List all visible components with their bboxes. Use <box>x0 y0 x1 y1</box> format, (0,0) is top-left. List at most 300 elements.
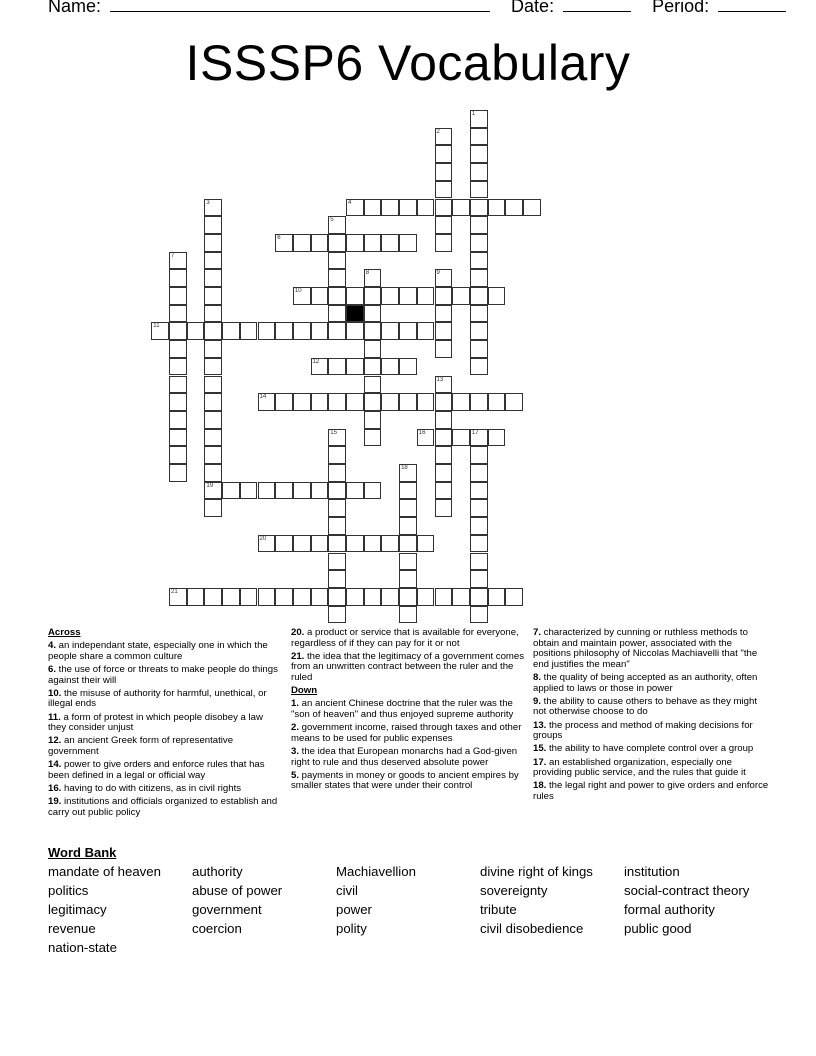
clue-number: 6. <box>48 663 59 675</box>
clue-text: the idea that the legitimacy of a government comes from an unwritten contract between the ruler and the ruled <box>291 650 525 683</box>
grid-cell[interactable] <box>417 322 435 340</box>
word-bank-item: power <box>336 902 372 917</box>
clue-number: 15 <box>330 429 337 436</box>
grid-cell[interactable] <box>328 553 346 571</box>
grid-cell[interactable] <box>204 234 222 252</box>
word-bank-column <box>336 862 416 938</box>
clue-number: 12 <box>312 358 320 365</box>
grid-cell[interactable] <box>417 588 435 606</box>
word-bank-item: social-contract theory <box>624 883 750 898</box>
grid-cell[interactable] <box>222 588 240 606</box>
clue <box>533 721 769 742</box>
clue-text: the legal right and power to give orders and enforce rules <box>533 780 769 802</box>
clue-text: the use of force or threats to make people do things against their will <box>48 663 278 686</box>
grid-cell[interactable] <box>470 517 488 535</box>
clue-text: a product or service that is available for everyone, regardless of if they can pay for it or not <box>291 627 519 649</box>
grid-cell[interactable] <box>293 322 311 340</box>
word-bank-column <box>480 862 593 938</box>
clue-number: 15. <box>533 743 550 755</box>
grid-cell[interactable] <box>275 234 293 252</box>
grid-cell[interactable] <box>381 358 399 376</box>
clue-number: 19 <box>206 482 214 489</box>
grid-cell[interactable] <box>204 376 222 394</box>
grid-cell[interactable] <box>311 322 329 340</box>
grid-cell[interactable] <box>328 252 346 270</box>
grid-cell[interactable] <box>346 535 364 553</box>
grid-cell[interactable] <box>470 535 488 553</box>
grid-cell[interactable] <box>240 322 258 340</box>
clue <box>291 771 531 792</box>
clue <box>291 747 531 768</box>
clue-number: 17. <box>533 756 550 768</box>
clue <box>48 797 280 818</box>
grid-cell[interactable] <box>169 446 187 464</box>
grid-cell[interactable] <box>399 234 417 252</box>
grid-cell[interactable] <box>346 287 364 305</box>
grid-cell[interactable] <box>169 252 187 270</box>
grid-cell[interactable] <box>364 393 382 411</box>
grid-cell[interactable] <box>470 234 488 252</box>
grid-cell[interactable] <box>505 199 523 217</box>
grid-cell[interactable] <box>505 393 523 411</box>
grid-cell[interactable] <box>293 287 311 305</box>
clue-number: 18 <box>401 465 408 471</box>
clue-number: 18. <box>533 780 550 792</box>
grid-cell[interactable] <box>364 269 382 287</box>
grid-cell[interactable] <box>470 446 488 464</box>
clue-number: 12. <box>48 735 65 747</box>
grid-cell[interactable] <box>204 393 222 411</box>
word-bank-item: authority <box>192 864 243 879</box>
grid-cell[interactable] <box>399 287 417 305</box>
grid-cell[interactable] <box>204 411 222 429</box>
grid-cell[interactable] <box>364 535 382 553</box>
grid-cell[interactable] <box>435 411 453 429</box>
clues-col-2 <box>291 628 531 794</box>
clue-text: the process and method of making decisions for groups <box>533 719 753 742</box>
grid-cell[interactable] <box>311 588 329 606</box>
grid-cell[interactable] <box>293 482 311 500</box>
grid-cell[interactable] <box>452 287 470 305</box>
clue-number: 19. <box>48 796 65 808</box>
grid-cell[interactable] <box>399 499 417 517</box>
clues-col-1 <box>48 628 280 821</box>
grid-cell[interactable] <box>311 535 329 553</box>
grid-cell[interactable] <box>328 322 346 340</box>
grid-cell[interactable] <box>328 535 346 553</box>
clue-text: the idea that European monarchs had a God-given right to rule and thus deserved absolute power <box>291 745 518 768</box>
grid-cell[interactable] <box>169 269 187 287</box>
grid-cell[interactable] <box>204 464 222 482</box>
grid-cell[interactable] <box>346 322 364 340</box>
clue-number: 4. <box>48 640 59 652</box>
grid-cell[interactable] <box>470 145 488 163</box>
grid-cell[interactable] <box>169 305 187 323</box>
grid-cell[interactable] <box>417 287 435 305</box>
grid-cell[interactable] <box>470 252 488 270</box>
grid-cell[interactable] <box>470 429 488 447</box>
grid-cell[interactable] <box>435 269 453 287</box>
grid-cell[interactable] <box>328 482 346 500</box>
grid-cell[interactable] <box>275 535 293 553</box>
grid-cell[interactable] <box>328 216 346 234</box>
grid-cell[interactable] <box>364 411 382 429</box>
clue-number: 10. <box>48 687 65 699</box>
grid-cell[interactable] <box>187 588 205 606</box>
grid-cell[interactable] <box>381 234 399 252</box>
grid-cell[interactable] <box>204 269 222 287</box>
clue <box>533 673 769 694</box>
grid-cell[interactable] <box>435 181 453 199</box>
grid-cell[interactable] <box>399 535 417 553</box>
grid-cell[interactable] <box>240 482 258 500</box>
grid-cell[interactable] <box>328 570 346 588</box>
grid-cell[interactable] <box>169 376 187 394</box>
grid-cell[interactable] <box>435 216 453 234</box>
grid-cell[interactable] <box>399 570 417 588</box>
grid-cell[interactable] <box>311 358 329 376</box>
clue-text: a form of protest in which people disobey a law they consider unjust <box>48 711 263 734</box>
word-bank-item: formal authority <box>624 902 715 917</box>
grid-cell[interactable] <box>328 429 346 447</box>
grid-cell[interactable] <box>328 269 346 287</box>
grid-cell[interactable] <box>488 588 506 606</box>
grid-cell[interactable] <box>364 340 382 358</box>
clue-text: an independant state, especially one in which the people share a common culture <box>48 640 268 662</box>
clue-number: 13. <box>533 719 550 731</box>
clue <box>48 784 280 795</box>
grid-cell[interactable] <box>275 393 293 411</box>
grid-cell[interactable] <box>381 287 399 305</box>
grid-cell[interactable] <box>328 358 346 376</box>
grid-cell[interactable] <box>204 482 222 500</box>
grid-cell[interactable] <box>435 128 453 146</box>
clue-number: 16 <box>418 429 426 436</box>
grid-cell[interactable] <box>435 464 453 482</box>
name-label: Name: <box>48 0 102 16</box>
grid-cell[interactable] <box>435 145 453 163</box>
grid-cell[interactable] <box>151 322 169 340</box>
clue-number: 1. <box>291 698 302 710</box>
grid-cell[interactable] <box>452 199 470 217</box>
grid-cell[interactable] <box>328 305 346 323</box>
word-bank-item: government <box>192 902 262 917</box>
grid-cell[interactable] <box>399 199 417 217</box>
clue-number: 14 <box>259 394 267 401</box>
grid-cell[interactable] <box>488 287 506 305</box>
grid-cell[interactable] <box>452 588 470 606</box>
clue <box>533 758 769 779</box>
clue-number: 21 <box>171 588 178 595</box>
grid-cell[interactable] <box>169 287 187 305</box>
grid-cell[interactable] <box>258 588 276 606</box>
grid-cell[interactable] <box>204 358 222 376</box>
grid-cell[interactable] <box>169 429 187 447</box>
grid-cell[interactable] <box>435 287 453 305</box>
grid-cell[interactable] <box>328 606 346 624</box>
grid-cell[interactable] <box>417 199 435 217</box>
grid-cell[interactable] <box>417 535 435 553</box>
grid-cell[interactable] <box>204 199 222 217</box>
clue-number: 14. <box>48 759 65 771</box>
grid-cell[interactable] <box>470 570 488 588</box>
grid-cell[interactable] <box>311 482 329 500</box>
clue-text: payments in money or goods to ancient empires by smaller states that were under their control <box>291 769 519 792</box>
across-heading: Across <box>48 627 81 638</box>
grid-cell[interactable] <box>435 429 453 447</box>
word-bank-title: Word Bank <box>48 845 117 860</box>
grid-cell[interactable] <box>470 393 488 411</box>
grid-cell[interactable] <box>399 322 417 340</box>
grid-cell[interactable] <box>364 376 382 394</box>
grid-cell[interactable] <box>204 588 222 606</box>
grid-cell[interactable] <box>399 606 417 624</box>
clue-number: 21. <box>291 650 308 662</box>
page-title: ISSSP6 Vocabulary <box>185 35 631 91</box>
grid-cell[interactable] <box>435 376 453 394</box>
grid-cell[interactable] <box>204 446 222 464</box>
clue-text: power to give orders and enforce rules that has been defined in a legal or official way <box>48 759 265 781</box>
grid-cell[interactable] <box>399 517 417 535</box>
clue <box>48 736 280 757</box>
grid-cell[interactable] <box>328 446 346 464</box>
grid-cell[interactable] <box>346 588 364 606</box>
grid-cell[interactable] <box>328 588 346 606</box>
clue-text: government income, raised through taxes and other means to be used for public expenses <box>291 722 522 744</box>
grid-cell[interactable] <box>488 199 506 217</box>
grid-cell[interactable] <box>523 199 541 217</box>
grid-cell[interactable] <box>204 340 222 358</box>
grid-cell[interactable] <box>293 535 311 553</box>
grid-cell[interactable] <box>435 588 453 606</box>
grid-cell[interactable] <box>328 464 346 482</box>
grid-cell[interactable] <box>435 393 453 411</box>
grid-cell[interactable] <box>204 287 222 305</box>
grid-cell[interactable] <box>381 535 399 553</box>
grid-cell[interactable] <box>435 482 453 500</box>
grid-cell[interactable] <box>204 322 222 340</box>
grid-cell[interactable] <box>364 305 382 323</box>
grid-cell[interactable] <box>505 588 523 606</box>
word-bank-item: politics <box>48 883 89 898</box>
grid-cell[interactable] <box>364 199 382 217</box>
grid-cell[interactable] <box>169 358 187 376</box>
grid-cell[interactable] <box>364 588 382 606</box>
grid-cell[interactable] <box>470 553 488 571</box>
clue-text: an ancient Chinese doctrine that the ruler was the "son of heaven" and thus enjoyed supreme authority <box>291 698 514 720</box>
grid-cell[interactable] <box>275 482 293 500</box>
grid-cell[interactable] <box>169 588 187 606</box>
word-bank-item: coercion <box>192 921 242 936</box>
grid-cell[interactable] <box>275 588 293 606</box>
clue-text: the quality of being accepted as an authority, often applied to laws or those in power <box>533 671 758 694</box>
grid-cell[interactable] <box>328 517 346 535</box>
grid-cell[interactable] <box>258 482 276 500</box>
clue <box>533 697 769 718</box>
grid-cell[interactable] <box>470 110 488 128</box>
grid-cell[interactable] <box>470 322 488 340</box>
grid-cell[interactable] <box>240 588 258 606</box>
grid-cell[interactable] <box>204 252 222 270</box>
grid-cell[interactable] <box>381 393 399 411</box>
word-bank-column <box>192 862 282 938</box>
grid-cell[interactable] <box>258 322 276 340</box>
clue-number: 9. <box>533 695 544 707</box>
grid-cell[interactable] <box>417 393 435 411</box>
grid-cell[interactable] <box>346 199 364 217</box>
grid-cell[interactable] <box>470 499 488 517</box>
grid-cell[interactable] <box>470 199 488 217</box>
grid-cell[interactable] <box>364 429 382 447</box>
grid-cell[interactable] <box>328 499 346 517</box>
grid-cell[interactable] <box>470 305 488 323</box>
clue-number: 7 <box>171 252 175 259</box>
grid-cell[interactable] <box>488 393 506 411</box>
grid-cell[interactable] <box>204 499 222 517</box>
grid-cell[interactable] <box>488 429 506 447</box>
grid-cell[interactable] <box>399 393 417 411</box>
grid-cell[interactable] <box>364 358 382 376</box>
grid-cell[interactable] <box>169 411 187 429</box>
grid-cell[interactable] <box>169 322 187 340</box>
grid-cell[interactable] <box>364 482 382 500</box>
grid-cell[interactable] <box>364 234 382 252</box>
word-bank-item: divine right of kings <box>480 864 593 879</box>
clue <box>291 652 531 684</box>
clue <box>48 641 280 662</box>
grid-cell[interactable] <box>435 340 453 358</box>
grid-cell[interactable] <box>311 393 329 411</box>
clue-text: an established organization, especially one providing public service, and the rules that guide it <box>533 756 746 779</box>
grid-cell[interactable] <box>204 305 222 323</box>
grid-cell[interactable] <box>470 128 488 146</box>
grid-cell[interactable] <box>311 234 329 252</box>
word-bank-item: institution <box>624 864 680 879</box>
grid-cell[interactable] <box>399 464 417 482</box>
grid-cell[interactable] <box>435 446 453 464</box>
grid-cell[interactable] <box>417 429 435 447</box>
grid-cell[interactable] <box>275 322 293 340</box>
grid-cell[interactable] <box>222 482 240 500</box>
clue-number: 3 <box>206 199 210 206</box>
grid-cell[interactable] <box>346 358 364 376</box>
grid-cell[interactable] <box>204 216 222 234</box>
grid-cell[interactable] <box>470 482 488 500</box>
grid-cell[interactable] <box>381 199 399 217</box>
word-bank-item: polity <box>336 921 367 936</box>
grid-cell[interactable] <box>470 340 488 358</box>
grid-cell[interactable] <box>435 305 453 323</box>
word-bank-item: tribute <box>480 902 517 917</box>
grid-cell[interactable] <box>328 287 346 305</box>
period-label: Period: <box>652 0 710 16</box>
grid-cell[interactable] <box>381 322 399 340</box>
grid-cell[interactable] <box>311 287 329 305</box>
clue-number: 8. <box>533 671 544 683</box>
grid-cell[interactable] <box>258 535 276 553</box>
word-bank-column <box>48 862 161 957</box>
clue-text: an ancient Greek form of representative government <box>48 735 234 757</box>
clue-text: the misuse of authority for harmful, unethical, or illegal ends <box>48 687 267 710</box>
grid-cell[interactable] <box>470 464 488 482</box>
grid-cell[interactable] <box>435 499 453 517</box>
clue-text: characterized by cunning or ruthless methods to obtain and maintain power, associated with the positions philosophy of Niccolas Machiavelli that "the end justifies the mean" <box>533 627 758 670</box>
grid-cell[interactable] <box>435 199 453 217</box>
date-label: Date: <box>511 0 555 16</box>
clue-number: 5. <box>291 769 302 781</box>
clue-number: 2 <box>436 128 440 135</box>
word-bank-item: civil <box>336 883 358 898</box>
grid-cell[interactable] <box>346 482 364 500</box>
grid-cell[interactable] <box>470 606 488 624</box>
grid-cell[interactable] <box>169 464 187 482</box>
grid-cell[interactable] <box>399 358 417 376</box>
clue-number: 3. <box>291 745 302 757</box>
grid-cell[interactable] <box>452 429 470 447</box>
clues-col-3 <box>533 628 769 805</box>
grid-cell[interactable] <box>293 588 311 606</box>
grid-cell[interactable] <box>169 340 187 358</box>
grid-cell[interactable] <box>399 588 417 606</box>
grid-cell[interactable] <box>187 322 205 340</box>
clue-number: 16. <box>48 782 65 794</box>
clue-number: 11 <box>153 323 160 330</box>
word-bank-item: civil disobedience <box>480 921 584 936</box>
grid-cell[interactable] <box>399 482 417 500</box>
clue-number: 2. <box>291 722 302 734</box>
grid-cell[interactable] <box>470 181 488 199</box>
grid-cell[interactable] <box>258 393 276 411</box>
grid-cell[interactable] <box>222 322 240 340</box>
grid-cell[interactable] <box>328 234 346 252</box>
grid-cell[interactable] <box>435 322 453 340</box>
grid-cell[interactable] <box>204 429 222 447</box>
grid-cell[interactable] <box>293 393 311 411</box>
grid-cell[interactable] <box>346 393 364 411</box>
grid-cell[interactable] <box>470 358 488 376</box>
grid-cell[interactable] <box>470 163 488 181</box>
grid-cell[interactable] <box>169 393 187 411</box>
clue-text: institutions and officials organized to establish and carry out public policy <box>48 796 278 818</box>
grid-cell[interactable] <box>328 393 346 411</box>
grid-cell[interactable] <box>364 287 382 305</box>
word-bank-item: Machiavellion <box>336 864 416 879</box>
grid-cell[interactable] <box>399 553 417 571</box>
word-bank-item: sovereignty <box>480 883 548 898</box>
clue-number: 9 <box>436 270 440 277</box>
blocked-cell <box>346 305 364 323</box>
clue-number: 5 <box>330 217 334 224</box>
word-bank-item: abuse of power <box>192 883 283 898</box>
grid-cell[interactable] <box>470 269 488 287</box>
grid-cell[interactable] <box>470 588 488 606</box>
clue <box>291 723 531 744</box>
grid-cell[interactable] <box>435 234 453 252</box>
clue-number: 20 <box>259 535 267 542</box>
clue-number: 8 <box>365 270 370 277</box>
grid-cell[interactable] <box>470 216 488 234</box>
grid-cell[interactable] <box>470 287 488 305</box>
grid-cell[interactable] <box>452 393 470 411</box>
word-bank-column <box>624 862 749 938</box>
clue-number: 13 <box>436 376 444 383</box>
grid-cell[interactable] <box>346 234 364 252</box>
clue <box>48 689 280 710</box>
grid-cell[interactable] <box>435 163 453 181</box>
grid-cell[interactable] <box>293 234 311 252</box>
grid-cell[interactable] <box>364 322 382 340</box>
grid-cell[interactable] <box>381 588 399 606</box>
